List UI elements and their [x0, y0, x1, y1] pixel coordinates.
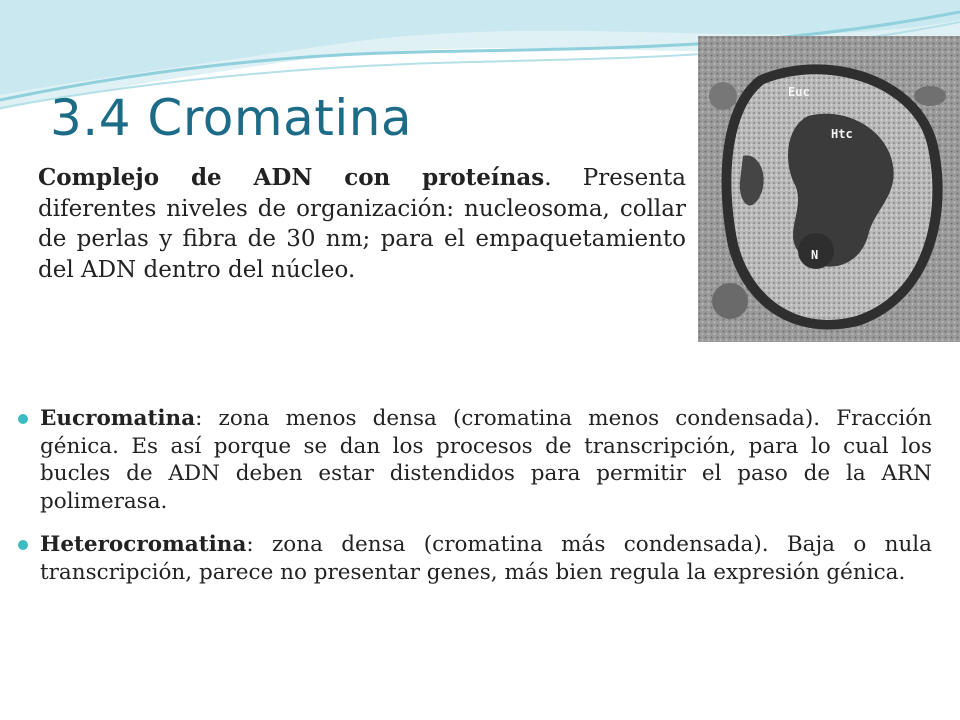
bullet-dot-icon — [18, 540, 28, 550]
nucleus-micrograph-image — [698, 36, 960, 342]
euc-label: Euc — [788, 85, 810, 99]
intro-text: . Presenta diferentes niveles de organización: nucleosoma, collar de perlas y fibra de 30 nm; para el empaquetamiento del ADN dentro del núcleo. — [38, 165, 686, 283]
bullet-eucromatina — [18, 405, 932, 515]
bullet-text: : zona densa (cromatina más condensada). Baja o nula transcripción, parece no presentar genes, más bien regula la expresión génica. — [40, 532, 932, 585]
bullet-dot-icon — [18, 414, 28, 424]
bullet-list — [18, 405, 932, 602]
bullet-term: Heterocromatina — [40, 532, 247, 557]
intro-term: Complejo de ADN con proteínas — [38, 164, 545, 191]
htc-label: Htc — [831, 127, 853, 141]
intro-paragraph — [38, 163, 686, 285]
bullet-text: : zona menos densa (cromatina menos condensada). Fracción génica. Es así porque se dan los procesos de transcripción, para lo cual los bucles de ADN deben estar distendidos para permitir el paso de la ARN polimerasa. — [40, 406, 932, 514]
slide-title: 3.4 Cromatina — [50, 89, 413, 147]
n-label: N — [811, 248, 819, 262]
bullet-heterocromatina — [18, 531, 932, 586]
bullet-term: Eucromatina — [40, 406, 196, 431]
